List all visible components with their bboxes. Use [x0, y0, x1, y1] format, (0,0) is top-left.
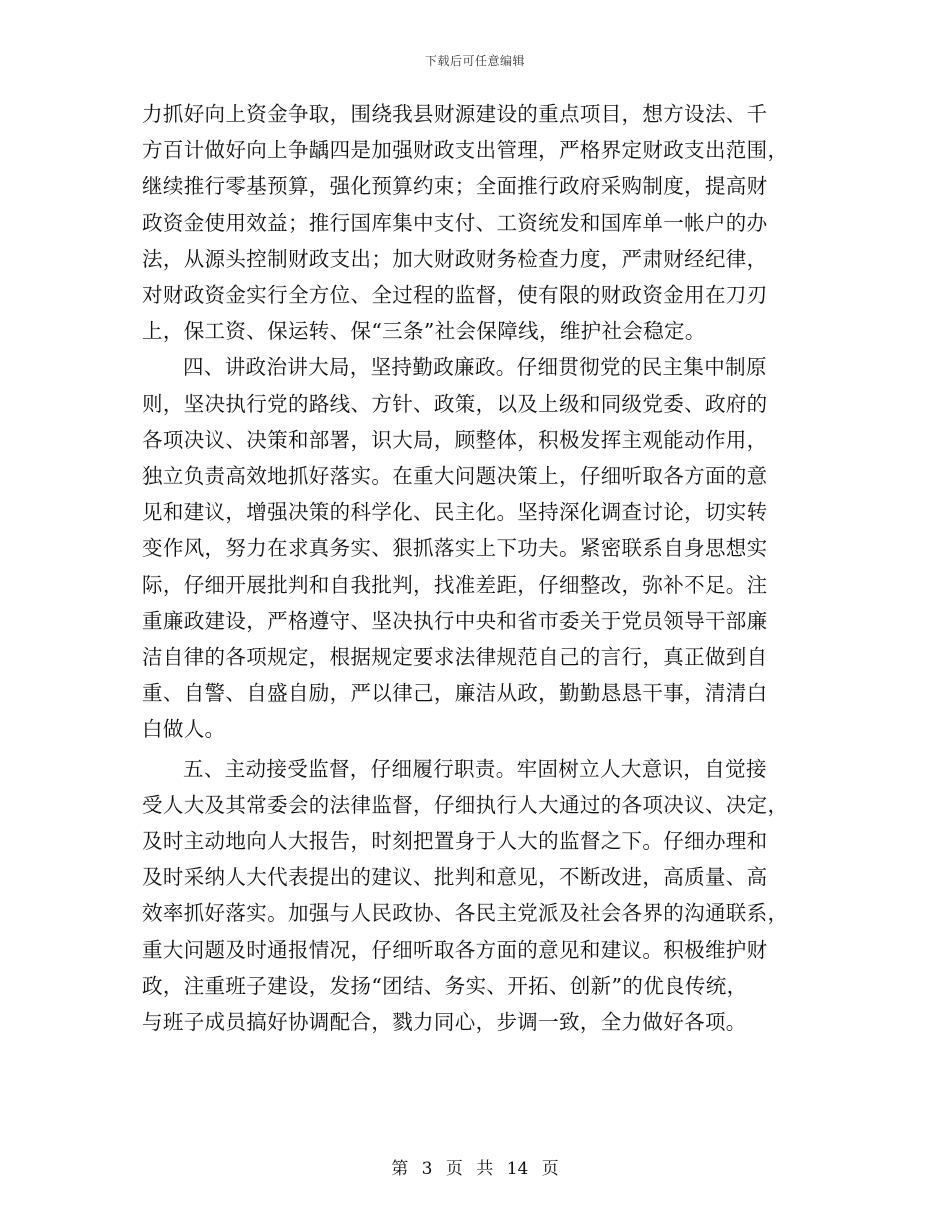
- body-line: 白做人。: [142, 717, 226, 742]
- body-line: 重、自警、自盛自励，严以律己，廉洁从政，勤勤恳恳干事，清清白: [142, 681, 768, 706]
- document-body: [142, 96, 807, 1040]
- paragraph-start-line: 四、讲政治讲大局，坚持勤政廉政。仔细贯彻党的民主集中制原: [183, 355, 767, 380]
- paragraph-start-line: 五、主动接受监督，仔细履行职责。牢固树立人大意识，自觉接: [183, 756, 767, 781]
- body-line: 方百计做好向上争龋四是加强财政支出管理，严格界定财政支出范围，: [142, 138, 789, 163]
- body-line: 重廉政建设，严格遵守、坚决执行中央和省市委关于党员领导干部廉: [142, 608, 768, 633]
- body-line: 政，注重班子建设，发扬“团结、务实、开拓、创新”的优良传统，: [142, 973, 748, 998]
- body-line: 各项决议、决策和部署，识大局，顾整体，积极发挥主观能动作用，: [142, 427, 768, 452]
- body-line: 法，从源头控制财政支出；加大财政财务检查力度，严肃财经纪律，: [142, 246, 768, 271]
- body-line: 变作风，努力在求真务实、狠抓落实上下功夫。紧密联系自身思想实: [142, 536, 768, 561]
- body-line: 力抓好向上资金争取，围绕我县财源建设的重点项目，想方设法、千: [142, 102, 768, 126]
- body-line: 受人大及其常委会的法律监督，仔细执行人大通过的各项决议、决定，: [142, 792, 789, 817]
- body-line: 上，保工资、保运转、保“三条”社会保障线，维护社会稳定。: [142, 319, 706, 344]
- body-line: 独立负责高效地抓好落实。在重大问题决策上，仔细听取各方面的意: [142, 464, 768, 489]
- body-line: 则，坚决执行党的路线、方针、政策，以及上级和同级党委、政府的: [142, 391, 768, 416]
- body-line: 效率抓好落实。加强与人民政协、各民主党派及社会各界的沟通联系，: [142, 901, 789, 926]
- body-line: 与班子成员搞好协调配合，戮力同心，步调一致，全力做好各项。: [142, 1010, 747, 1035]
- body-line: 见和建议，增强决策的科学化、民主化。坚持深化调查讨论，切实转: [142, 500, 768, 525]
- body-line: 洁自律的各项规定，根据规定要求法律规范自己的言行，真正做到自: [142, 645, 768, 670]
- body-line: 对财政资金实行全方位、全过程的监督，使有限的财政资金用在刀刃: [142, 283, 768, 308]
- body-line: 及时主动地向人大报告，时刻把置身于人大的监督之下。仔细办理和: [142, 829, 768, 854]
- page-number-footer: 第 3 页 共 14 页: [391, 1159, 559, 1179]
- body-line: 继续推行零基预算，强化预算约束；全面推行政府采购制度，提高财: [142, 174, 768, 199]
- body-line: 及时采纳人大代表提出的建议、批判和意见，不断改进，高质量、高: [142, 865, 768, 890]
- body-line: 重大问题及时通报情况，仔细听取各方面的意见和建议。积极维护财: [142, 937, 768, 962]
- body-line: 政资金使用效益；推行国库集中支付、工资统发和国库单一帐户的办: [142, 210, 768, 235]
- page-header: 下载后可任意编辑: [424, 54, 525, 68]
- body-line: 际，仔细开展批判和自我批判，找准差距，仔细整改，弥补不足。注: [142, 572, 768, 597]
